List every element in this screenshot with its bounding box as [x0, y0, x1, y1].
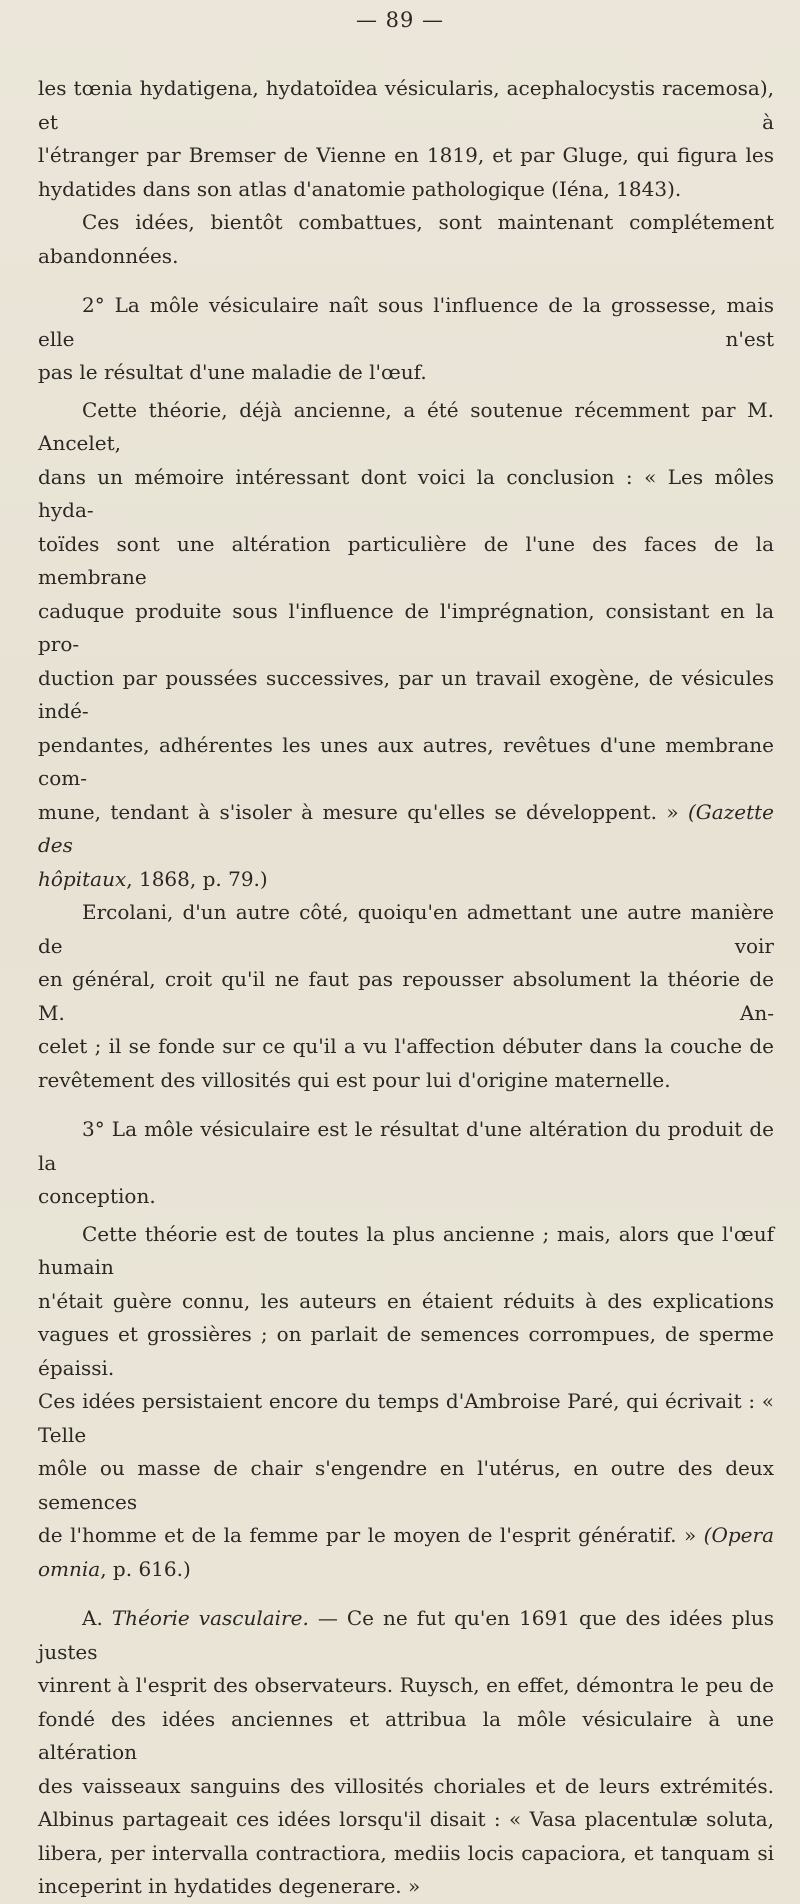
text-line: môle ou masse de chair s'engendre en l'utérus, en outre des deux semences — [38, 1456, 774, 1514]
text-line: les tœnia hydatigena, hydatoïdea vésicularis, acephalocystis racemosa), et à — [38, 76, 774, 134]
text-line: pas le résultat d'une maladie de l'œuf. — [38, 360, 427, 384]
text-line: caduque produite sous l'influence de l'imprégnation, consistant en la pro- — [38, 598, 774, 656]
text-line: conception. — [38, 1184, 156, 1208]
citation-title: omnia — [38, 1556, 101, 1581]
text-line — [38, 796, 774, 863]
citation-title: hôpitaux — [38, 866, 127, 891]
text-line: celet ; il se fonde sur ce qu'il a vu l'affection débuter dans la couche de — [38, 1034, 774, 1058]
citation-title: (Opera — [703, 1523, 774, 1547]
text-line: Ercolani, d'un autre côté, quoiqu'en admettant une autre manière de voir — [38, 900, 774, 958]
text-line — [38, 1519, 774, 1553]
text-line: Cette théorie est de toutes la plus ancienne ; mais, alors que l'œuf humain — [38, 1221, 774, 1279]
text-line: Cette théorie, déjà ancienne, a été soutenue récemment par M. Ancelet, — [38, 397, 774, 455]
text-line: inceperint in hydatides degenerare. » — [38, 1874, 421, 1898]
text-line: revêtement des villosités qui est pour lui d'origine maternelle. — [38, 1067, 671, 1092]
text-line: des vaisseaux sanguins des villosités choriales et de leurs extrémités. — [38, 1773, 774, 1798]
text-line: 2° La môle vésiculaire naît sous l'influence de la grossesse, mais elle n'est — [38, 293, 774, 351]
text-line: hydatides dans son atlas d'anatomie pathologique (Iéna, 1843). — [38, 176, 682, 201]
text-line: en général, croit qu'il ne faut pas repousser absolument la théorie de M. An- — [38, 967, 774, 1025]
text-run: de l'homme et de la femme par le moyen de l'esprit génératif. » — [38, 1523, 697, 1547]
text-line: libera, per intervalla contractiora, mediis locis capaciora, et tanquam si — [38, 1840, 774, 1865]
text-line: l'étranger par Bremser de Vienne en 1819, et par Gluge, qui figura les — [38, 143, 774, 167]
text-line: vagues et grossières ; on parlait de semences corrompues, de sperme épaissi. — [38, 1322, 774, 1380]
text-line: duction par poussées successives, par un travail exogène, de vésicules indé- — [38, 665, 774, 723]
text-line: toïdes sont une altération particulière de l'une des faces de la membrane — [38, 531, 774, 589]
body-text — [38, 72, 774, 1904]
text-line: Ces idées persistaient encore du temps d'Ambroise Paré, qui écrivait : « Telle — [38, 1389, 774, 1447]
text-line: n'était guère connu, les auteurs en étaient réduits à des explications — [38, 1288, 774, 1313]
text-line: Ces idées, bientôt combattues, sont maintenant complétement abandonnées. — [38, 210, 774, 268]
text-line — [38, 1553, 774, 1587]
citation-title: (Gazette des — [38, 799, 774, 857]
page-number: — 89 — — [355, 8, 445, 32]
text-line: Albinus partageait ces idées lorsqu'il disait : « Vasa placentulæ soluta, — [38, 1807, 774, 1831]
section-heading: Théorie vasculaire. — [111, 1606, 309, 1630]
text-line: dans un mémoire intéressant dont voici la conclusion : « Les môles hyda- — [38, 464, 774, 522]
citation-ref: , 1868, p. 79.) — [126, 866, 268, 891]
section-label: A. — [82, 1606, 103, 1630]
text-line — [38, 863, 774, 897]
citation-ref: , p. 616.) — [100, 1556, 191, 1581]
text-run: — Ce ne fut qu'en 1691 que des idées plus justes — [38, 1606, 774, 1664]
text-line: fondé des idées anciennes et attribua la môle vésiculaire à une altération — [38, 1706, 774, 1764]
text-line: vinrent à l'esprit des observateurs. Ruysch, en effet, démontra le peu de — [38, 1673, 774, 1697]
text-line: 3° La môle vésiculaire est le résultat d'une altération du produit de la — [38, 1117, 774, 1175]
text-run: mune, tendant à s'isoler à mesure qu'elles se développent. » — [38, 799, 679, 824]
text-line: pendantes, adhérentes les unes aux autres, revêtues d'une membrane com- — [38, 732, 774, 790]
text-line — [38, 1602, 774, 1669]
